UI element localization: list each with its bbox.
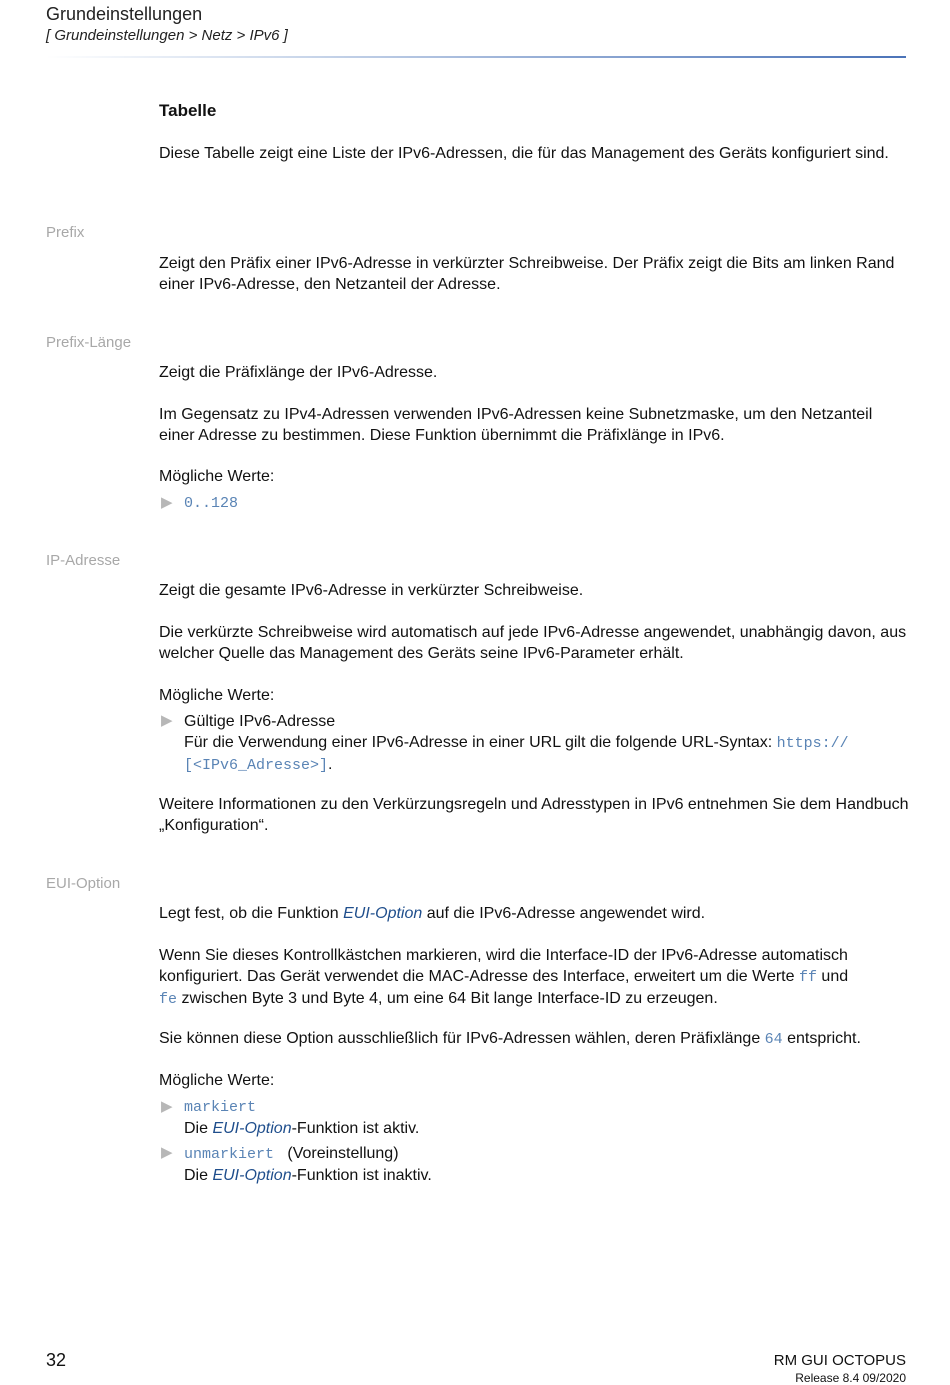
eui-detail-1: Wenn Sie dieses Kontrollkästchen markieren, wird die Interface-ID der IPv6-Adresse automatisch konfiguriert. Das Gerät verwendet die MAC-Adresse des Interface, erweitert um die Werte [159, 947, 848, 985]
url-syntax-text: Für die Verwendung einer IPv6-Adresse in einer URL gilt die folgende URL-Syntax: [184, 734, 773, 751]
footer-product: RM GUI OCTOPUS [773, 1352, 906, 1369]
header-divider [46, 56, 906, 58]
eui-value-unmarked-desc [184, 1165, 914, 1186]
ip-address-description: Zeigt die gesamte IPv6-Adresse in verkürzter Schreibweise. [159, 582, 584, 599]
eui-v2-post: -Funktion ist inaktiv. [291, 1167, 432, 1184]
section-title: Tabelle [159, 101, 217, 120]
prefix-description: Zeigt den Präfix einer IPv6-Adresse in verkürzter Schreibweise. Der Präfix zeigt die Bits am linken Rand einer IPv6-Adresse, den Netzanteil der Adresse. [159, 255, 895, 293]
eui-detail-2: und [816, 968, 849, 985]
eui-value-marked-desc [184, 1118, 914, 1139]
url-syntax-scheme: https:// [776, 735, 849, 752]
breadcrumb: [ Grundeinstellungen > Netz > IPv6 ] [46, 27, 288, 44]
prefix-length-values-label: Mögliche Werte: [159, 468, 275, 485]
url-syntax-address: [<IPv6_Adresse>] [184, 757, 329, 774]
ip-address-label: IP-Adresse [46, 552, 121, 569]
eui-value-default: (Voreinstellung) [287, 1145, 399, 1162]
header-title: Grundeinstellungen [46, 4, 203, 24]
eui-value-unmarked [184, 1143, 914, 1186]
ip-address-value-desc [184, 732, 914, 776]
ip-address-more-info: Weitere Informationen zu den Verkürzungsregeln und Adresstypen in IPv6 entnehmen Sie dem Handbuch „Konfiguration“. [159, 796, 909, 834]
eui-option-link[interactable]: EUI-Option [343, 905, 423, 922]
eui-v1-pre: Die [184, 1120, 213, 1137]
eui-restriction-pre: Sie können diese Option ausschließlich für IPv6-Adressen wählen, deren Präfixlänge [159, 1030, 765, 1047]
prefix-length-value-range: 0..128 [184, 495, 239, 512]
eui-v2-link[interactable]: EUI-Option [212, 1167, 292, 1184]
eui-value-marked-name: markiert [184, 1099, 257, 1116]
prefix-length-detail: Im Gegensatz zu IPv4-Adressen verwenden IPv6-Adressen keine Subnetzmaske, um den Netzanteil einer Adresse zu bestimmen. Diese Funktion übernimmt die Präfixlänge in IPv6. [159, 406, 873, 444]
eui-desc-pre: Legt fest, ob die Funktion [159, 905, 344, 922]
eui-detail-fe: fe [159, 991, 178, 1008]
ip-address-values-label: Mögliche Werte: [159, 687, 275, 704]
eui-restriction-value: 64 [764, 1031, 783, 1048]
ip-address-value [184, 711, 914, 776]
eui-option-label: EUI-Option [46, 875, 121, 892]
url-syntax-end: . [328, 756, 333, 773]
eui-restriction-post: entspricht. [782, 1030, 861, 1047]
eui-v1-post: -Funktion ist aktiv. [291, 1120, 420, 1137]
eui-option-description [159, 903, 911, 924]
eui-option-detail [159, 945, 911, 1010]
page-number: 32 [46, 1350, 67, 1370]
eui-v2-pre: Die [184, 1167, 213, 1184]
bullet-arrow-icon: ▶ [161, 1144, 173, 1161]
eui-detail-ff: ff [798, 969, 817, 986]
prefix-length-description: Zeigt die Präfixlänge der IPv6-Adresse. [159, 364, 438, 381]
bullet-arrow-icon: ▶ [161, 494, 173, 511]
prefix-label: Prefix [46, 224, 85, 241]
ip-address-detail: Die verkürzte Schreibweise wird automatisch auf jede IPv6-Adresse angewendet, unabhängig davon, aus welcher Quelle das Management des Geräts seine IPv6-Parameter erhält. [159, 624, 907, 662]
eui-value-unmarked-name: unmarkiert [184, 1146, 275, 1163]
eui-v1-link[interactable]: EUI-Option [212, 1120, 292, 1137]
eui-detail-3: zwischen Byte 3 und Byte 4, um eine 64 Bit lange Interface-ID zu erzeugen. [177, 990, 718, 1007]
bullet-arrow-icon: ▶ [161, 712, 173, 729]
eui-option-restriction [159, 1028, 911, 1050]
eui-desc-post: auf die IPv6-Adresse angewendet wird. [422, 905, 706, 922]
ip-address-value-title: Gültige IPv6-Adresse [184, 713, 336, 730]
section-intro: Diese Tabelle zeigt eine Liste der IPv6-Adressen, die für das Management des Geräts konfiguriert sind. [159, 145, 889, 162]
eui-option-values-label: Mögliche Werte: [159, 1072, 275, 1089]
prefix-length-label: Prefix-Länge [46, 334, 132, 351]
footer-release: Release 8.4 09/2020 [795, 1371, 906, 1385]
eui-value-marked [184, 1097, 914, 1139]
bullet-arrow-icon: ▶ [161, 1098, 173, 1115]
